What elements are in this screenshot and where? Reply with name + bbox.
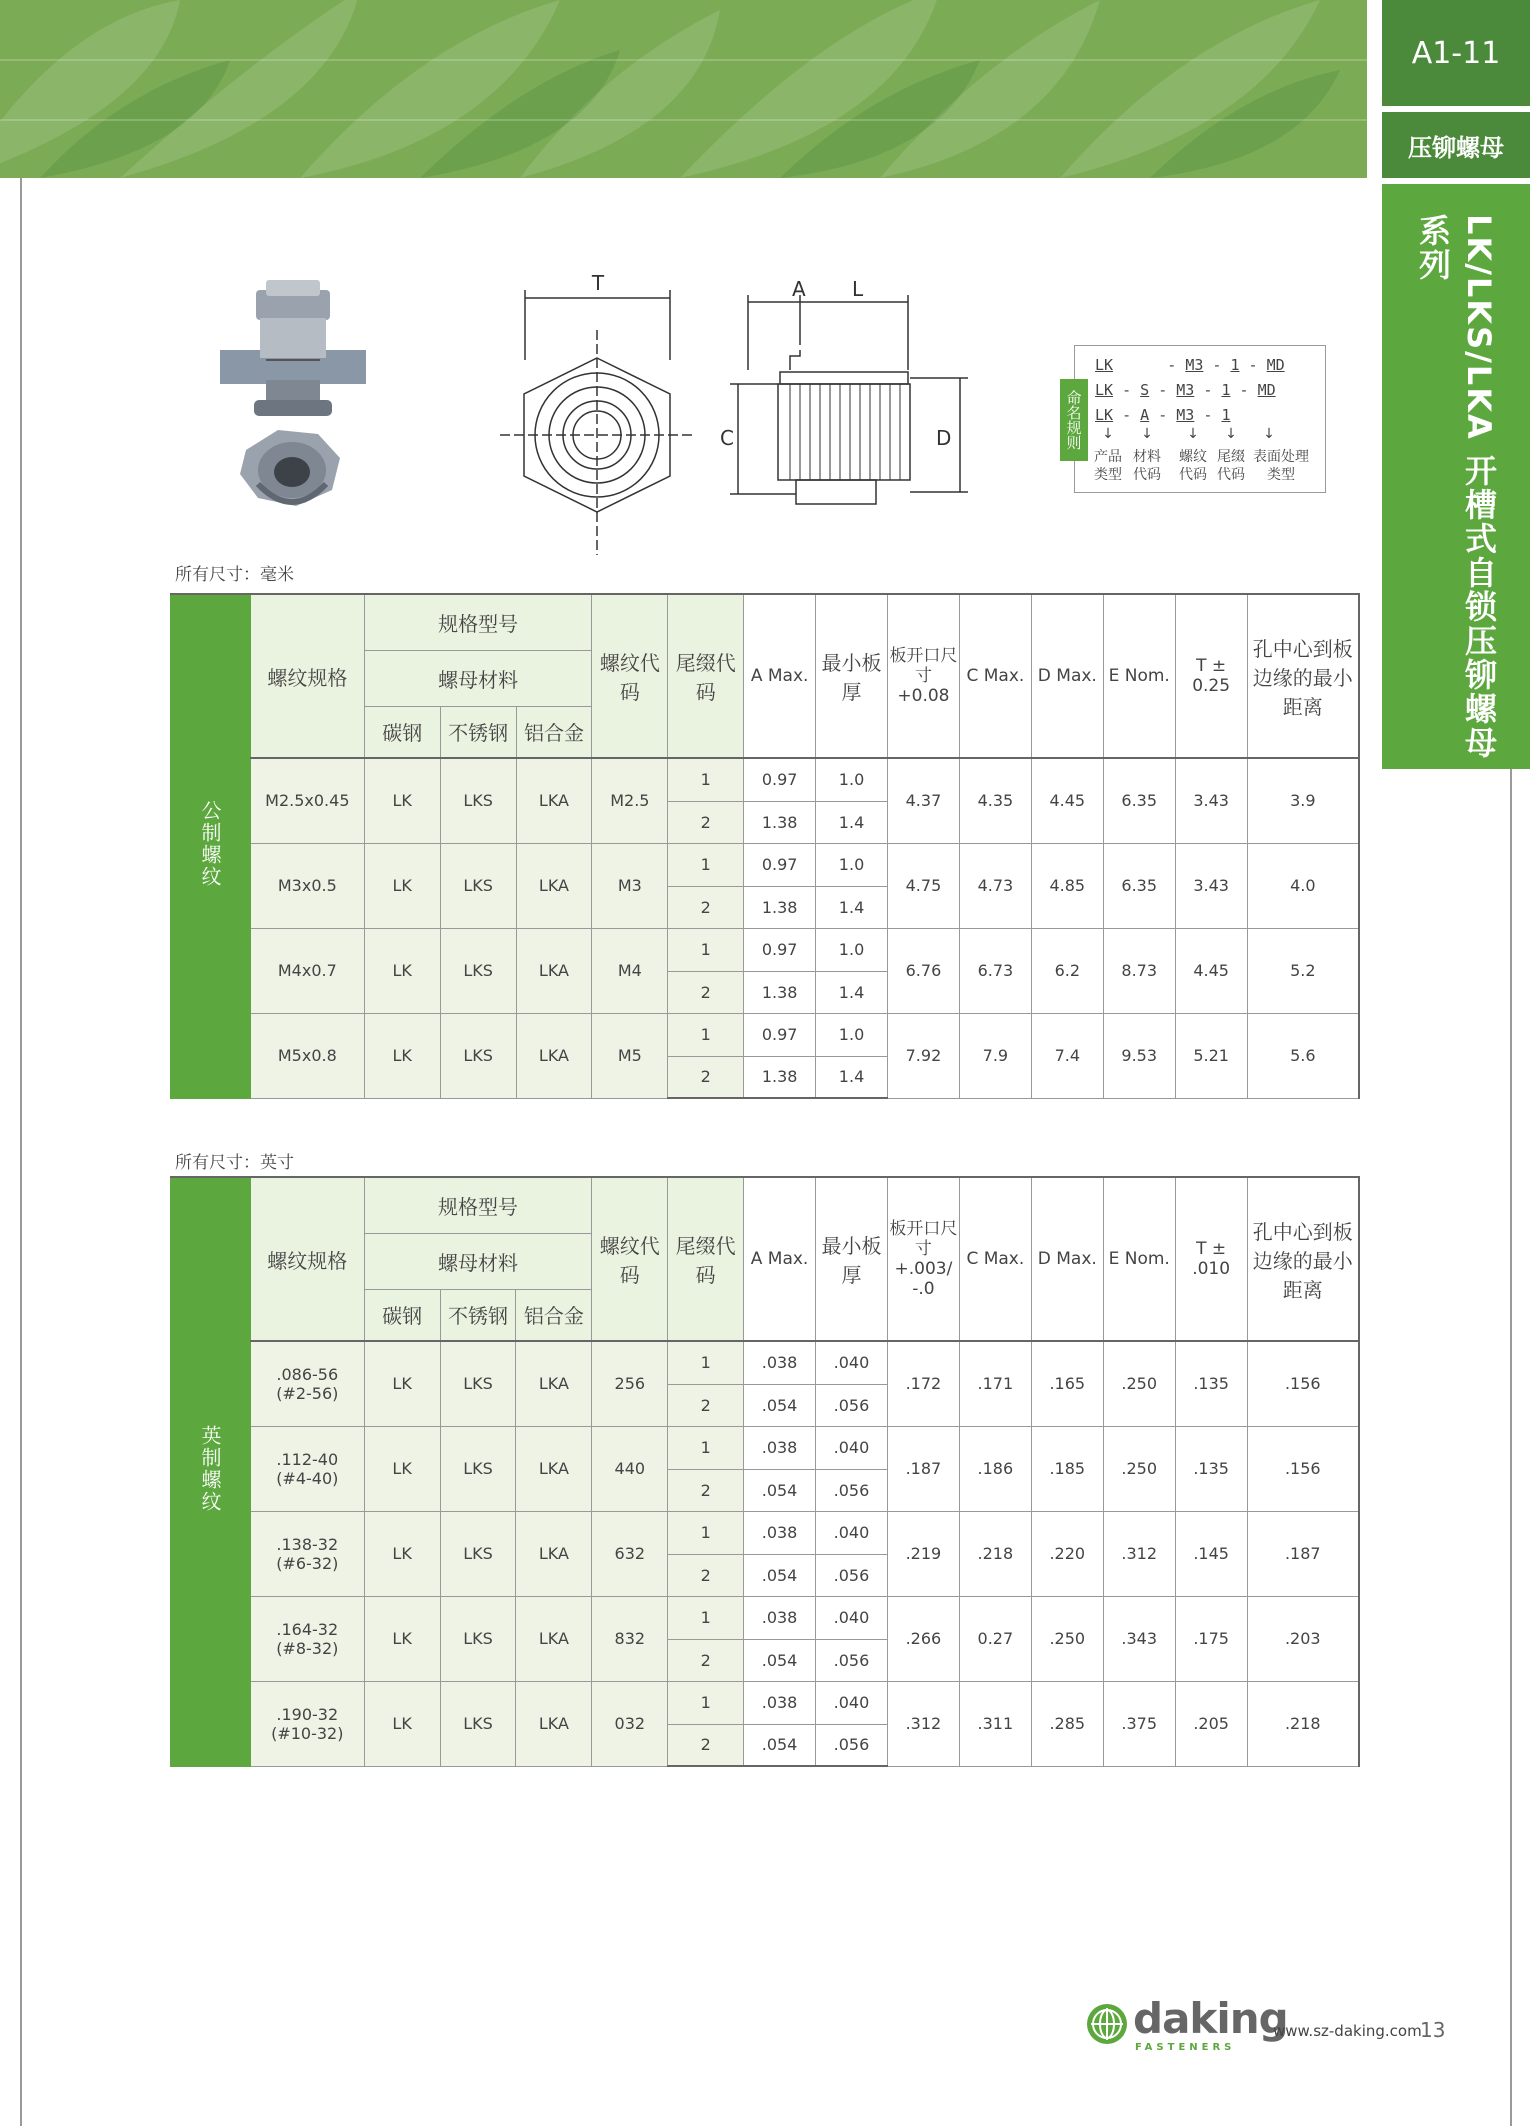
naming-label-finish: 表面处理类型 bbox=[1253, 449, 1309, 483]
cell-a: 0.97 bbox=[744, 758, 816, 801]
cell-carbon-steel: LK bbox=[364, 1596, 440, 1681]
header-carbon-steel: 碳钢 bbox=[364, 1289, 440, 1341]
cell-spec: M4x0.7 bbox=[250, 928, 364, 1013]
cell-thread-code: M5 bbox=[592, 1013, 668, 1098]
cell-aluminum: LKA bbox=[516, 1013, 592, 1098]
header-thread-code: 螺纹代码 bbox=[592, 594, 668, 758]
cell-suffix: 1 bbox=[668, 1426, 744, 1469]
naming-label-material: 材料代码 bbox=[1133, 449, 1161, 483]
cell-edge: .156 bbox=[1247, 1341, 1359, 1426]
cell-aluminum: LKA bbox=[516, 758, 592, 843]
cell-a: .038 bbox=[744, 1426, 816, 1469]
cell-stainless: LKS bbox=[440, 1426, 516, 1511]
cell-spec: M2.5x0.45 bbox=[250, 758, 364, 843]
cell-d: .250 bbox=[1031, 1596, 1103, 1681]
cell-aluminum: LKA bbox=[516, 1426, 592, 1511]
nut-photo bbox=[240, 430, 340, 506]
cell-t: 3.43 bbox=[1175, 758, 1247, 843]
cell-d: .220 bbox=[1031, 1511, 1103, 1596]
cell-d: .165 bbox=[1031, 1341, 1103, 1426]
cell-suffix: 2 bbox=[668, 1469, 744, 1511]
top-view-drawing bbox=[500, 290, 694, 555]
cell-a: 0.97 bbox=[744, 1013, 816, 1056]
cell-e: 9.53 bbox=[1103, 1013, 1175, 1098]
cell-d: .285 bbox=[1031, 1681, 1103, 1766]
header-e: E Nom. bbox=[1103, 594, 1175, 758]
cell-hole: .312 bbox=[887, 1681, 959, 1766]
cell-aluminum: LKA bbox=[516, 1681, 592, 1766]
cell-c: 4.73 bbox=[959, 843, 1031, 928]
cell-aluminum: LKA bbox=[516, 1511, 592, 1596]
cell-edge: 4.0 bbox=[1247, 843, 1359, 928]
cell-carbon-steel: LK bbox=[364, 1426, 440, 1511]
naming-label-suffix: 尾缀代码 bbox=[1217, 449, 1245, 483]
cell-hole: 4.75 bbox=[887, 843, 959, 928]
cell-suffix: 1 bbox=[668, 1681, 744, 1724]
cell-e: .250 bbox=[1103, 1341, 1175, 1426]
cell-min-sheet: .040 bbox=[816, 1511, 888, 1554]
cell-e: 8.73 bbox=[1103, 928, 1175, 1013]
arrow-down-icon: ↓ bbox=[1263, 426, 1275, 442]
cell-suffix: 2 bbox=[668, 1384, 744, 1426]
cell-e: 6.35 bbox=[1103, 843, 1175, 928]
cell-thread-code: M3 bbox=[592, 843, 668, 928]
cell-t: .145 bbox=[1175, 1511, 1247, 1596]
table-row bbox=[171, 1596, 1360, 1639]
cell-d: 4.85 bbox=[1031, 843, 1103, 928]
cell-stainless: LKS bbox=[440, 1596, 516, 1681]
cell-min-sheet: 1.4 bbox=[816, 801, 888, 843]
cell-min-sheet: .056 bbox=[816, 1554, 888, 1596]
cell-suffix: 2 bbox=[668, 1554, 744, 1596]
brand-logo-subtext: FASTENERS bbox=[1135, 2042, 1236, 2053]
category-label: 压铆螺母 bbox=[1382, 112, 1530, 178]
cell-suffix: 1 bbox=[668, 758, 744, 801]
cell-aluminum: LKA bbox=[516, 843, 592, 928]
arrow-down-icon: ↓ bbox=[1187, 426, 1199, 442]
cell-min-sheet: .040 bbox=[816, 1341, 888, 1384]
cell-min-sheet: .040 bbox=[816, 1426, 888, 1469]
cell-d: 6.2 bbox=[1031, 928, 1103, 1013]
header-nut-material: 螺母材料 bbox=[364, 650, 592, 706]
cell-a: 1.38 bbox=[744, 801, 816, 843]
table-row bbox=[171, 1013, 1360, 1056]
cell-a: .038 bbox=[744, 1341, 816, 1384]
cell-stainless: LKS bbox=[440, 928, 516, 1013]
cell-a: 1.38 bbox=[744, 886, 816, 928]
brand-logo-text: daking bbox=[1133, 1994, 1288, 2043]
cell-suffix: 1 bbox=[668, 1511, 744, 1554]
header-a: A Max. bbox=[744, 1177, 816, 1341]
cell-min-sheet: 1.0 bbox=[816, 843, 888, 886]
cell-d: 4.45 bbox=[1031, 758, 1103, 843]
cell-c: 7.9 bbox=[959, 1013, 1031, 1098]
cell-e: 6.35 bbox=[1103, 758, 1175, 843]
cell-t: 5.21 bbox=[1175, 1013, 1247, 1098]
cell-e: .375 bbox=[1103, 1681, 1175, 1766]
cell-min-sheet: 1.0 bbox=[816, 928, 888, 971]
cell-suffix: 2 bbox=[668, 801, 744, 843]
cell-thread-code: 632 bbox=[592, 1511, 668, 1596]
cell-min-sheet: .040 bbox=[816, 1681, 888, 1724]
arrow-down-icon: ↓ bbox=[1225, 426, 1237, 442]
cell-d: .185 bbox=[1031, 1426, 1103, 1511]
cell-a: .054 bbox=[744, 1554, 816, 1596]
cell-a: .054 bbox=[744, 1469, 816, 1511]
cell-carbon-steel: LK bbox=[364, 1681, 440, 1766]
header-t: T ± .010 bbox=[1175, 1177, 1247, 1341]
header-c: C Max. bbox=[959, 1177, 1031, 1341]
series-title: LK/LKS/LKA 开槽式自锁压铆螺母系列 bbox=[1382, 184, 1530, 769]
cell-c: .186 bbox=[959, 1426, 1031, 1511]
header-spec-model: 规格型号 bbox=[364, 594, 592, 650]
cell-suffix: 2 bbox=[668, 1724, 744, 1766]
cell-hole: 6.76 bbox=[887, 928, 959, 1013]
cell-edge: 5.2 bbox=[1247, 928, 1359, 1013]
cell-thread-code: M4 bbox=[592, 928, 668, 1013]
cell-spec: M3x0.5 bbox=[250, 843, 364, 928]
cell-a: 1.38 bbox=[744, 971, 816, 1013]
cell-c: 0.27 bbox=[959, 1596, 1031, 1681]
label-L: L bbox=[852, 277, 864, 301]
cell-suffix: 1 bbox=[668, 1013, 744, 1056]
cell-hole: .172 bbox=[887, 1341, 959, 1426]
cell-hole: .266 bbox=[887, 1596, 959, 1681]
cell-aluminum: LKA bbox=[516, 1596, 592, 1681]
cell-a: .054 bbox=[744, 1384, 816, 1426]
header-thread-spec: 螺纹规格 bbox=[250, 1177, 364, 1341]
cell-e: .250 bbox=[1103, 1426, 1175, 1511]
cell-a: .038 bbox=[744, 1511, 816, 1554]
cell-carbon-steel: LK bbox=[364, 758, 440, 843]
table-row bbox=[171, 758, 1360, 801]
cell-spec: .112-40 (#4-40) bbox=[250, 1426, 364, 1511]
cell-min-sheet: .056 bbox=[816, 1724, 888, 1766]
imperial-caption: 所有尺寸：英寸 bbox=[175, 1153, 294, 1173]
cell-stainless: LKS bbox=[440, 758, 516, 843]
cell-c: .218 bbox=[959, 1511, 1031, 1596]
cell-suffix: 1 bbox=[668, 1596, 744, 1639]
footer bbox=[1085, 1994, 1485, 2058]
cell-min-sheet: 1.0 bbox=[816, 758, 888, 801]
cell-a: .054 bbox=[744, 1639, 816, 1681]
cell-e: .312 bbox=[1103, 1511, 1175, 1596]
page-border-left bbox=[20, 178, 22, 2126]
header-spec-model: 规格型号 bbox=[364, 1177, 592, 1233]
side-view-drawing bbox=[730, 295, 968, 504]
cell-t: .135 bbox=[1175, 1426, 1247, 1511]
header-banner bbox=[0, 0, 1367, 178]
cell-t: .175 bbox=[1175, 1596, 1247, 1681]
cell-aluminum: LKA bbox=[516, 1341, 592, 1426]
cell-d: 7.4 bbox=[1031, 1013, 1103, 1098]
cell-t: 4.45 bbox=[1175, 928, 1247, 1013]
arrow-down-icon: ↓ bbox=[1141, 426, 1153, 442]
imperial-spec-table bbox=[170, 1176, 1360, 1767]
cell-carbon-steel: LK bbox=[364, 1511, 440, 1596]
cell-min-sheet: .056 bbox=[816, 1639, 888, 1681]
cell-spec: .138-32 (#6-32) bbox=[250, 1511, 364, 1596]
cell-suffix: 1 bbox=[668, 1341, 744, 1384]
header-suffix-code: 尾缀代码 bbox=[668, 1177, 744, 1341]
cell-spec: M5x0.8 bbox=[250, 1013, 364, 1098]
naming-row-2: LK - S - M3 - 1 - MD bbox=[1095, 381, 1276, 399]
cell-min-sheet: 1.4 bbox=[816, 971, 888, 1013]
header-nut-material: 螺母材料 bbox=[364, 1233, 592, 1289]
header-thread-code: 螺纹代码 bbox=[592, 1177, 668, 1341]
header-hole: 板开口尺寸 +.003/ -.0 bbox=[887, 1177, 959, 1341]
header-edge-distance: 孔中心到板边缘的最小距离 bbox=[1247, 594, 1359, 758]
cell-stainless: LKS bbox=[440, 1013, 516, 1098]
cell-suffix: 2 bbox=[668, 971, 744, 1013]
table-row bbox=[171, 1511, 1360, 1554]
imperial-side-label: 英制螺纹 bbox=[171, 1177, 251, 1766]
cell-carbon-steel: LK bbox=[364, 1013, 440, 1098]
cell-c: .171 bbox=[959, 1341, 1031, 1426]
cell-edge: .156 bbox=[1247, 1426, 1359, 1511]
cell-min-sheet: .040 bbox=[816, 1596, 888, 1639]
cell-edge: .218 bbox=[1247, 1681, 1359, 1766]
cell-min-sheet: 1.4 bbox=[816, 1056, 888, 1098]
header-aluminum: 铝合金 bbox=[516, 1289, 592, 1341]
cell-carbon-steel: LK bbox=[364, 843, 440, 928]
header-thread-spec: 螺纹规格 bbox=[250, 594, 364, 758]
cell-t: .135 bbox=[1175, 1341, 1247, 1426]
header-stainless: 不锈钢 bbox=[440, 706, 516, 758]
cell-a: .054 bbox=[744, 1724, 816, 1766]
cell-spec: .086-56 (#2-56) bbox=[250, 1341, 364, 1426]
table-row bbox=[171, 1426, 1360, 1469]
table-row bbox=[171, 843, 1360, 886]
cell-suffix: 2 bbox=[668, 1056, 744, 1098]
cell-thread-code: 832 bbox=[592, 1596, 668, 1681]
cell-edge: .203 bbox=[1247, 1596, 1359, 1681]
cell-a: 0.97 bbox=[744, 928, 816, 971]
globe-logo-icon bbox=[1085, 2002, 1129, 2046]
metric-spec-table bbox=[170, 593, 1360, 1099]
header-carbon-steel: 碳钢 bbox=[364, 706, 440, 758]
header-c: C Max. bbox=[959, 594, 1031, 758]
header-a: A Max. bbox=[744, 594, 816, 758]
naming-rule-box bbox=[1074, 345, 1326, 493]
cell-e: .343 bbox=[1103, 1596, 1175, 1681]
cell-edge: 5.6 bbox=[1247, 1013, 1359, 1098]
cell-stainless: LKS bbox=[440, 1681, 516, 1766]
cell-stainless: LKS bbox=[440, 1511, 516, 1596]
cell-thread-code: 440 bbox=[592, 1426, 668, 1511]
cell-c: 6.73 bbox=[959, 928, 1031, 1013]
metric-caption: 所有尺寸：毫米 bbox=[175, 565, 294, 585]
header-t: T ± 0.25 bbox=[1175, 594, 1247, 758]
header-d: D Max. bbox=[1031, 1177, 1103, 1341]
cell-a: 1.38 bbox=[744, 1056, 816, 1098]
table-row bbox=[171, 928, 1360, 971]
cell-stainless: LKS bbox=[440, 843, 516, 928]
cell-carbon-steel: LK bbox=[364, 928, 440, 1013]
cell-thread-code: 032 bbox=[592, 1681, 668, 1766]
cell-c: 4.35 bbox=[959, 758, 1031, 843]
naming-label-product-type: 产品类型 bbox=[1094, 449, 1122, 483]
cell-a: .038 bbox=[744, 1681, 816, 1724]
cell-t: .205 bbox=[1175, 1681, 1247, 1766]
header-stainless: 不锈钢 bbox=[440, 1289, 516, 1341]
cell-min-sheet: .056 bbox=[816, 1469, 888, 1511]
header-suffix-code: 尾缀代码 bbox=[668, 594, 744, 758]
installed-nut-photo bbox=[220, 280, 366, 416]
header-aluminum: 铝合金 bbox=[516, 706, 592, 758]
cell-min-sheet: 1.4 bbox=[816, 886, 888, 928]
cell-suffix: 1 bbox=[668, 843, 744, 886]
cell-suffix: 2 bbox=[668, 886, 744, 928]
cell-thread-code: 256 bbox=[592, 1341, 668, 1426]
header-min-sheet: 最小板厚 bbox=[816, 594, 888, 758]
cell-min-sheet: .056 bbox=[816, 1384, 888, 1426]
cell-a: 0.97 bbox=[744, 843, 816, 886]
naming-rule-tag: 命名规则 bbox=[1060, 379, 1088, 461]
page-border-right bbox=[1510, 769, 1512, 2126]
header-hole: 板开口尺寸 +0.08 bbox=[887, 594, 959, 758]
cell-aluminum: LKA bbox=[516, 928, 592, 1013]
cell-suffix: 2 bbox=[668, 1639, 744, 1681]
cell-carbon-steel: LK bbox=[364, 1341, 440, 1426]
cell-t: 3.43 bbox=[1175, 843, 1247, 928]
label-T: T bbox=[591, 271, 605, 295]
table-row bbox=[171, 1681, 1360, 1724]
label-C: C bbox=[720, 426, 734, 450]
cell-c: .311 bbox=[959, 1681, 1031, 1766]
cell-stainless: LKS bbox=[440, 1341, 516, 1426]
cell-min-sheet: 1.0 bbox=[816, 1013, 888, 1056]
header-d: D Max. bbox=[1031, 594, 1103, 758]
header-min-sheet: 最小板厚 bbox=[816, 1177, 888, 1341]
naming-rule bbox=[1060, 345, 1326, 493]
naming-label-thread: 螺纹代码 bbox=[1179, 449, 1207, 483]
label-D: D bbox=[936, 426, 952, 450]
cell-thread-code: M2.5 bbox=[592, 758, 668, 843]
arrow-down-icon: ↓ bbox=[1102, 426, 1114, 442]
naming-row-3: LK - A - M3 - 1 bbox=[1095, 406, 1231, 424]
page-number: 13 bbox=[1420, 2018, 1446, 2042]
cell-spec: .190-32 (#10-32) bbox=[250, 1681, 364, 1766]
page-code: A1-11 bbox=[1382, 0, 1530, 106]
cell-hole: .219 bbox=[887, 1511, 959, 1596]
cell-hole: 7.92 bbox=[887, 1013, 959, 1098]
cell-a: .038 bbox=[744, 1596, 816, 1639]
banner-leaf-pattern bbox=[0, 0, 1367, 178]
cell-suffix: 1 bbox=[668, 928, 744, 971]
header-e: E Nom. bbox=[1103, 1177, 1175, 1341]
cell-spec: .164-32 (#8-32) bbox=[250, 1596, 364, 1681]
cell-edge: .187 bbox=[1247, 1511, 1359, 1596]
website-link[interactable]: www.sz-daking.com bbox=[1273, 2022, 1422, 2040]
naming-row-1: LK - M3 - 1 - MD bbox=[1095, 356, 1285, 374]
header-edge-distance: 孔中心到板边缘的最小距离 bbox=[1247, 1177, 1359, 1341]
cell-hole: 4.37 bbox=[887, 758, 959, 843]
cell-edge: 3.9 bbox=[1247, 758, 1359, 843]
table-row bbox=[171, 1341, 1360, 1384]
metric-side-label: 公制螺纹 bbox=[171, 594, 251, 1098]
cell-hole: .187 bbox=[887, 1426, 959, 1511]
label-A: A bbox=[792, 277, 806, 301]
